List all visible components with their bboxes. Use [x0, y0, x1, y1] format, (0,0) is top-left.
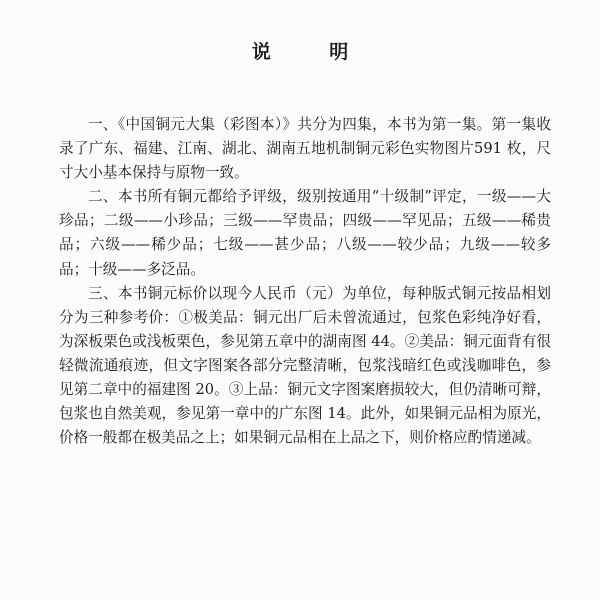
page-title: 说 明: [251, 41, 375, 63]
paragraph-3: 三、本书铜元标价以现今人民币（元）为单位，每种版式铜元按品相划分为三种参考价：①极美品：铜元出厂后未曾流通过，包浆色彩纯净好看，为深板栗色或浅板栗色，参见第五章中的湖南图 44。②美品：铜元面背有很轻微流通痕迹，但文字图案各部分完整清晰，包浆浅暗红色或浅咖啡色，参见第二章中的福建图 20。③上品：铜元文字图案磨损较大，但仍清晰可辩，包浆也自然美观，参见第一章中的广东图 14。此外，如果铜元品相为原光，价格一般都在极美品之上；如果铜元品相在上品之下，则价格应酌情递减。: [59, 284, 551, 447]
document-body: [59, 113, 551, 450]
paragraph-1: 一、《中国铜元大集（彩图本）》共分为四集，本书为第一集。第一集收录了广东、福建、江南、湖北、湖南五地机制铜元彩色实物图片591 枚，尺寸大小基本保持与原物一致。: [59, 116, 551, 182]
paragraph-2: 二、本书所有铜元都给予评级，级别按通用“十级制”评定，一级——大珍品；二级——小珍品；三级——罕贵品；四级——罕见品；五级——稀贵品；六级——稀少品；七级——甚少品；八级——较少品；九级——较多品；十级——多泛品。: [59, 188, 551, 278]
